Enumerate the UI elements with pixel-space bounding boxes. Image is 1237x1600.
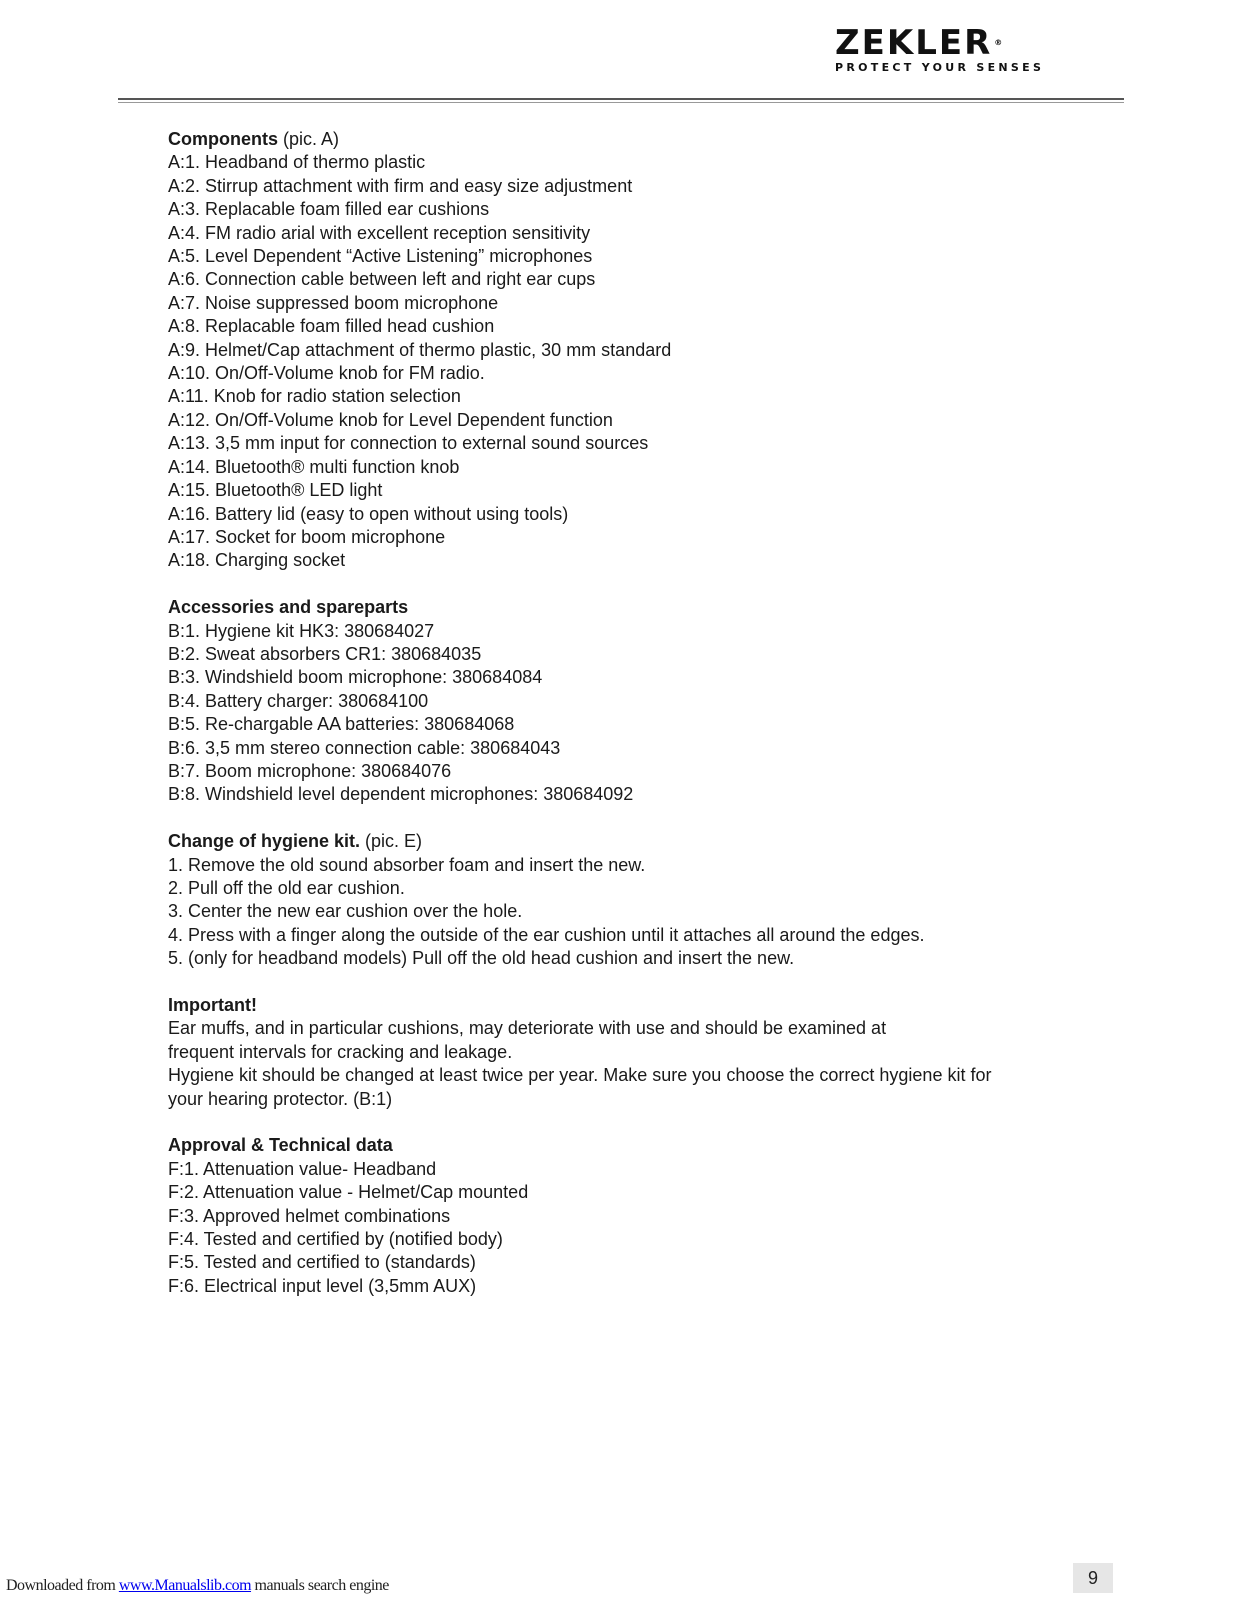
list-item: B:2. Sweat absorbers CR1: 380684035 xyxy=(168,643,482,664)
list-item: 5. (only for headband models) Pull off the old head cushion and insert the new. xyxy=(168,948,795,969)
list-item: B:1. Hygiene kit HK3: 380684027 xyxy=(168,620,435,641)
list-item: A:18. Charging socket xyxy=(168,550,346,571)
section-heading-line xyxy=(168,994,1128,1017)
list-item: A:15. Bluetooth® LED light xyxy=(168,480,383,501)
logo-wordmark: ZEKLER ® xyxy=(835,23,1005,63)
section-heading-suffix: (pic. E) xyxy=(360,831,423,852)
page-number: 9 xyxy=(1073,1563,1113,1593)
section-heading: Approval & Technical data xyxy=(168,1135,393,1156)
list-item: A:7. Noise suppressed boom microphone xyxy=(168,292,499,313)
list-item: F:2. Attenuation value - Helmet/Cap mounted xyxy=(168,1182,529,1203)
section xyxy=(168,994,1128,1111)
list-item: frequent intervals for cracking and leakage. xyxy=(168,1041,513,1062)
manualslib-link[interactable]: www.Manualslib.com xyxy=(118,1577,252,1594)
section xyxy=(168,128,1128,573)
list-item: Hygiene kit should be changed at least twice per year. Make sure you choose the correct hygiene kit for xyxy=(168,1065,992,1086)
list-item: 2. Pull off the old ear cushion. xyxy=(168,877,405,898)
list-item: A:6. Connection cable between left and right ear cups xyxy=(168,269,596,290)
section xyxy=(168,830,1128,970)
logo-tagline: PROTECT YOUR SENSES xyxy=(835,61,1045,74)
list-item: A:3. Replacable foam filled ear cushions xyxy=(168,199,490,220)
list-item: A:14. Bluetooth® multi function knob xyxy=(168,456,460,477)
list-item: B:3. Windshield boom microphone: 380684084 xyxy=(168,667,543,688)
section-heading: Accessories and spareparts xyxy=(168,597,409,618)
list-item: A:2. Stirrup attachment with firm and easy size adjustment xyxy=(168,175,633,196)
list-item: F:4. Tested and certified by (notified body) xyxy=(168,1229,503,1250)
list-item: 3. Center the new ear cushion over the hole. xyxy=(168,901,523,922)
footer-prefix: Downloaded from xyxy=(6,1577,119,1594)
zekler-logo xyxy=(835,23,1075,74)
list-item: A:12. On/Off-Volume knob for Level Dependent function xyxy=(168,409,613,430)
list-item: 4. Press with a finger along the outside of the ear cushion until it attaches all around the edges. xyxy=(168,924,925,945)
list-item: A:13. 3,5 mm input for connection to external sound sources xyxy=(168,433,649,454)
section-heading-line xyxy=(168,596,1128,619)
section-heading: Components xyxy=(168,129,278,149)
list-item: A:5. Level Dependent “Active Listening” microphones xyxy=(168,246,593,267)
header-divider xyxy=(118,98,1124,100)
section-heading-suffix: (pic. A) xyxy=(278,129,340,149)
section-heading-line xyxy=(168,830,1128,853)
footer-suffix: manuals search engine xyxy=(251,1577,389,1594)
section-heading-line xyxy=(168,1134,1128,1157)
section xyxy=(168,596,1128,807)
list-item: Ear muffs, and in particular cushions, may deteriorate with use and should be examined at xyxy=(168,1018,887,1039)
list-item: B:7. Boom microphone: 380684076 xyxy=(168,760,452,781)
list-item: A:1. Headband of thermo plastic xyxy=(168,152,426,173)
list-item: B:8. Windshield level dependent microphones: 380684092 xyxy=(168,784,634,805)
list-item: your hearing protector. (B:1) xyxy=(168,1088,393,1109)
section-heading-line xyxy=(168,128,1128,151)
list-item: B:5. Re-chargable AA batteries: 380684068 xyxy=(168,714,515,735)
list-item: A:17. Socket for boom microphone xyxy=(168,526,446,547)
list-item: A:4. FM radio arial with excellent reception sensitivity xyxy=(168,222,591,243)
list-item: F:3. Approved helmet combinations xyxy=(168,1205,451,1226)
list-item: 1. Remove the old sound absorber foam and insert the new. xyxy=(168,854,646,875)
list-item: F:5. Tested and certified to (standards) xyxy=(168,1252,476,1273)
footer-download-note xyxy=(6,1577,389,1595)
list-item: A:11. Knob for radio station selection xyxy=(168,386,461,407)
list-item: A:9. Helmet/Cap attachment of thermo plastic, 30 mm standard xyxy=(168,339,672,360)
list-item: A:10. On/Off-Volume knob for FM radio. xyxy=(168,363,485,384)
list-item: F:1. Attenuation value- Headband xyxy=(168,1158,437,1179)
header-divider-thin xyxy=(118,102,1124,103)
page-content xyxy=(168,128,1128,1322)
list-item: A:8. Replacable foam filled head cushion xyxy=(168,316,495,337)
section-heading: Change of hygiene kit. xyxy=(168,831,361,852)
section-heading: Important! xyxy=(168,994,257,1015)
list-item: B:6. 3,5 mm stereo connection cable: 380684043 xyxy=(168,737,561,758)
registered-mark: ® xyxy=(994,38,1005,47)
list-item: B:4. Battery charger: 380684100 xyxy=(168,690,429,711)
list-item: A:16. Battery lid (easy to open without using tools) xyxy=(168,503,569,524)
list-item: F:6. Electrical input level (3,5mm AUX) xyxy=(168,1275,477,1296)
section xyxy=(168,1134,1128,1298)
